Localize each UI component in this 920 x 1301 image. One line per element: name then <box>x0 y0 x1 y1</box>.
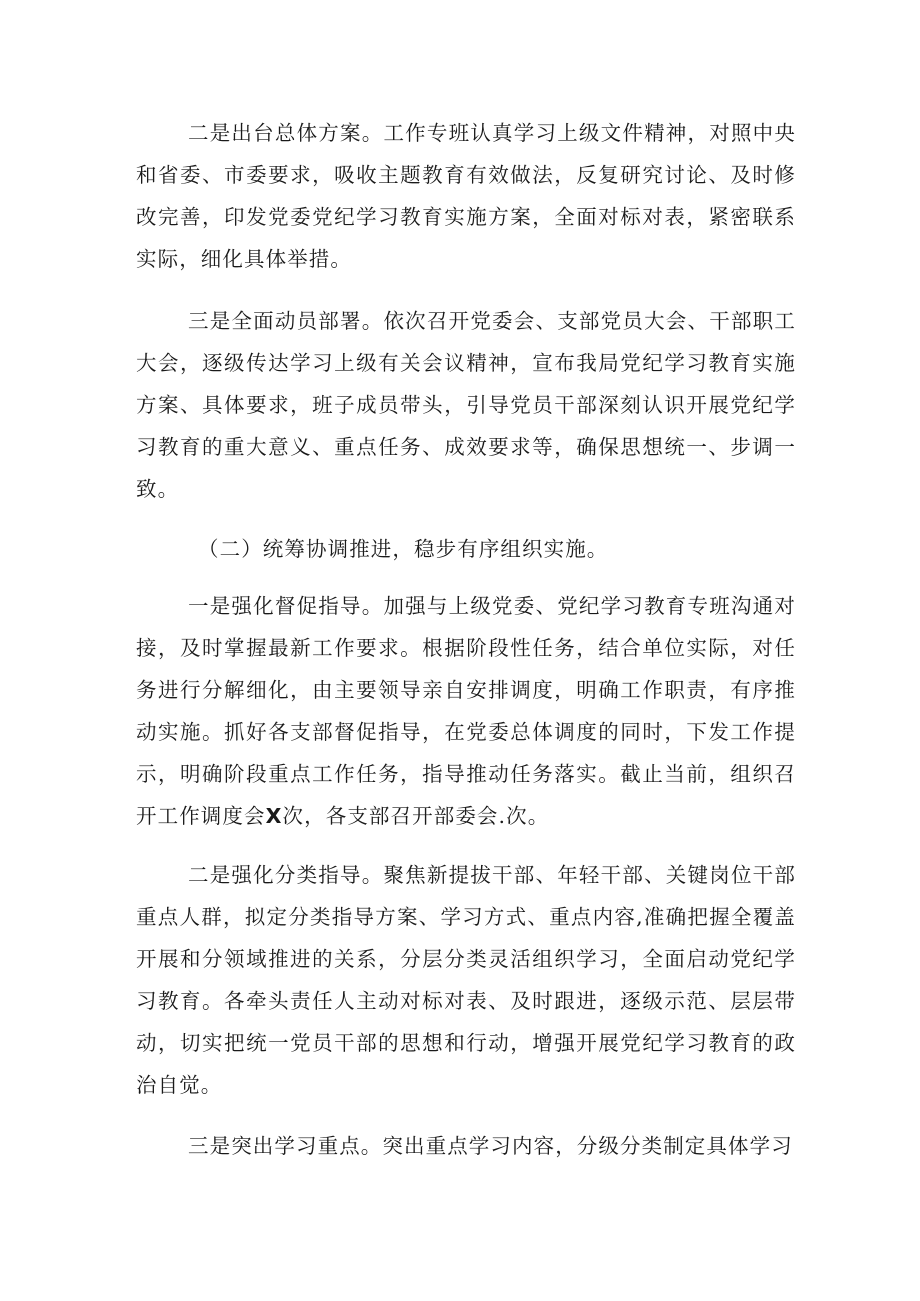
paragraph-issue-overall-plan: 二是出台总体方案。工作专班认真学习上级文件精神，对照中央和省委、市委要求，吸收主题教育有效做法，反复研究讨论、及时修改完善，印发党委党纪学习教育实施方案，全面对标对表，紧密联系实际，细化具体举措。 <box>136 121 796 271</box>
paragraph-supervision-guidance-text-after: 次，各支部召开部委会.次。 <box>282 804 550 828</box>
section-heading-coordinated-implementation: （二）统筹协调推进，稳步有序组织实施。 <box>198 537 609 561</box>
paragraph-study-priorities: 三是突出学习重点。突出重点学习内容，分级分类制定具体学习 <box>188 1134 793 1158</box>
meeting-count-placeholder: X <box>265 804 283 828</box>
paragraph-classified-guidance: 二是强化分类指导。聚焦新提拔干部、年轻干部、关键岗位干部重点人群，拟定分类指导方案、学习方式、重点内容,准确把握全覆盖开展和分领域推进的关系，分层分类灵活组织学习，全面启动党纪学习教育。各牵头责任人主动对标对表、及时跟进，逐级示范、层层带动，切实把统一党员干部的思想和行动，增强开展党纪学习教育的政治自觉。 <box>136 863 796 1097</box>
paragraph-supervision-guidance-text-before: 一是强化督促指导。加强与上级党委、党纪学习教育专班沟通对接，及时掌握最新工作要求。根据阶段性任务，结合单位实际，对任务进行分解细化，由主要领导亲自安排调度，明确工作职责，有序推动实施。抓好各支部督促指导，在党委总体调度的同时，下发工作提示，明确阶段重点工作任务，指导推动任务落实。截止当前，组织召开工作调度会 <box>136 594 796 828</box>
paragraph-mobilization-deployment: 三是全面动员部署。依次召开党委会、支部党员大会、干部职工大会，逐级传达学习上级有关会议精神，宣布我局党纪学习教育实施方案、具体要求，班子成员带头，引导党员干部深刻认识开展党纪学习教育的重大意义、重点任务、成效要求等，确保思想统一、步调一致。 <box>136 309 796 501</box>
paragraph-supervision-guidance <box>136 585 796 837</box>
